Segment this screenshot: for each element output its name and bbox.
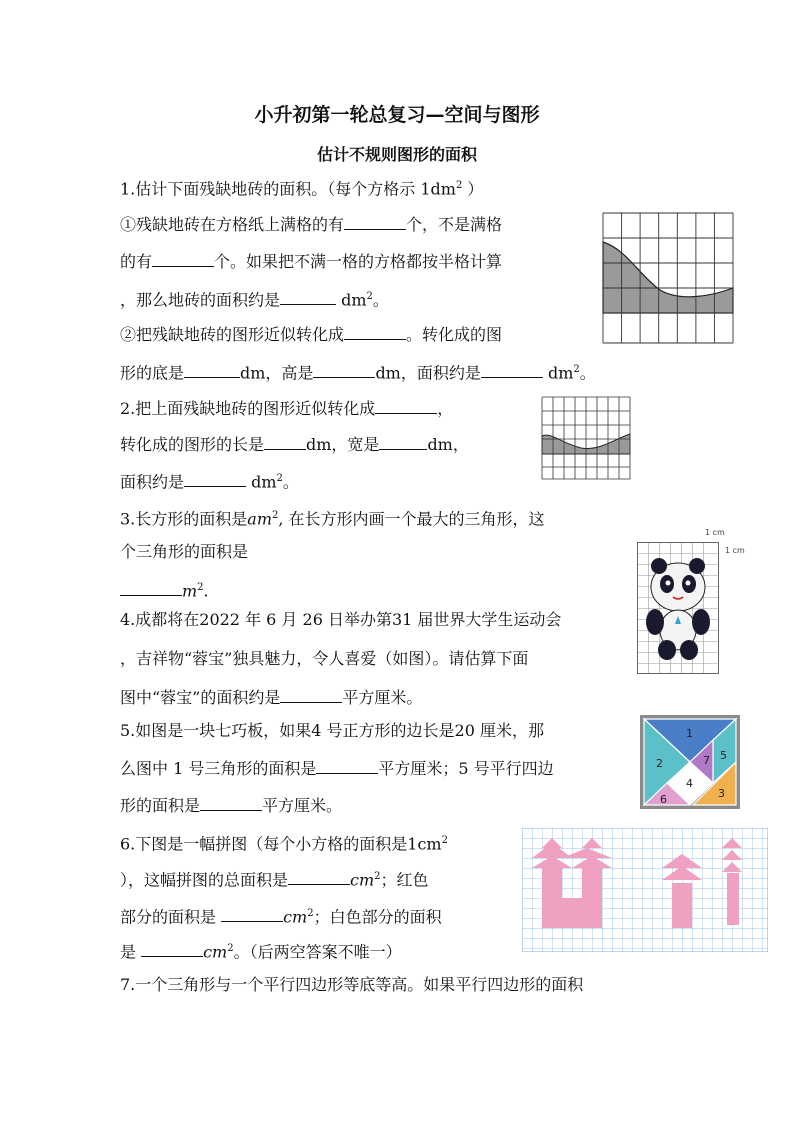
q1-line4: ，那么地砖的面积约是 $dm^2$。: [120, 290, 389, 310]
q4-line1: 4.成都将在2022 年 6 月 26 日举办第31 届世界大学生运动会: [120, 610, 562, 629]
page-title: 小升初第一轮总复习—空间与图形: [254, 104, 540, 126]
q1-line3: 的有 个。如果把不满一格的方格都按半格计算: [120, 252, 503, 271]
answer-blank[interactable]: [316, 757, 378, 774]
q6-line4: 是 $cm^2$。（后两空答案不唯一）: [120, 942, 402, 962]
answer-blank[interactable]: [200, 794, 262, 811]
answer-blank[interactable]: [280, 288, 336, 305]
answer-blank[interactable]: [120, 579, 182, 596]
tangram-label-6: 6: [660, 793, 667, 806]
tangram-label-4: 4: [686, 777, 693, 790]
answer-blank[interactable]: [221, 905, 283, 922]
q6-line1: 6.下图是一幅拼图（每个小方格的面积是$1cm^2$: [120, 834, 448, 854]
q7-line1: 7.一个三角形与一个平行四边形等底等高。如果平行四边形的面积: [120, 975, 584, 994]
broken-tile-figure: [602, 212, 734, 344]
answer-blank[interactable]: [375, 397, 437, 414]
answer-blank[interactable]: [280, 686, 342, 703]
tangram-figure: [640, 715, 740, 809]
page-subtitle: 估计不规则图形的面积: [316, 145, 477, 164]
q4-line2: ，吉祥物“蓉宝”独具魅力，令人喜爱（如图）。请估算下面: [120, 649, 529, 668]
answer-blank[interactable]: [344, 213, 406, 230]
q1-line2: ①残缺地砖在方格纸上满格的有 个，不是满格: [120, 215, 503, 234]
q3-line1: 3.长方形的面积是$am^2$, 在长方形内画一个最大的三角形，这: [120, 509, 545, 529]
tangram-label-3: 3: [718, 787, 725, 800]
q5-line2: 么图中 1 号三角形的面积是 平方厘米；5 号平行四边: [120, 759, 554, 778]
q2-line1: 2.把上面残缺地砖的图形近似转化成 ，: [120, 399, 454, 418]
tangram-label-5: 5: [720, 749, 727, 762]
mascot-figure: [637, 542, 719, 674]
tangram-label-1: 1: [686, 727, 693, 740]
answer-blank[interactable]: [313, 361, 375, 378]
q2-line3: 面积约是 $dm^2$。: [120, 472, 299, 492]
answer-blank[interactable]: [152, 250, 214, 267]
answer-blank[interactable]: [184, 361, 240, 378]
grid-label-top: 1 cm: [705, 528, 725, 537]
q1-line6: 形的底是 dm，高是 dm，面积约是 $dm^2$。: [120, 363, 596, 383]
q6-line3: 部分的面积是 $cm^2$；白色部分的面积: [120, 907, 442, 927]
answer-blank[interactable]: [184, 470, 246, 487]
q4-line3: 图中“蓉宝”的面积约是 平方厘米。: [120, 688, 423, 707]
grid-label-side: 1 cm: [725, 546, 745, 555]
answer-blank[interactable]: [264, 433, 306, 450]
q1-line1: 1.估计下面残缺地砖的面积。（每个方格示 $1dm^2$ ）: [120, 179, 484, 199]
q5-line1: 5.如图是一块七巧板，如果4 号正方形的边长是20 厘米，那: [120, 721, 544, 740]
tangram-label-2: 2: [656, 757, 663, 770]
answer-blank[interactable]: [288, 868, 350, 885]
answer-blank[interactable]: [344, 323, 406, 340]
q6-line2: ），这幅拼图的总面积是 $cm^2$；红色: [120, 870, 429, 890]
q1-line5: ②把残缺地砖的图形近似转化成 。转化成的图: [120, 325, 503, 344]
tangram-label-7: 7: [703, 754, 710, 767]
answer-blank[interactable]: [379, 433, 427, 450]
answer-blank[interactable]: [481, 361, 543, 378]
q3-line3: $m^2$.: [120, 578, 209, 601]
q3-line2: 个三角形的面积是: [120, 542, 249, 561]
q2-line2: 转化成的图形的长是 dm，宽是 dm，: [120, 435, 469, 454]
broken-tile-small-figure: [541, 396, 631, 480]
broken-tile-shape: [603, 242, 733, 313]
answer-blank[interactable]: [141, 940, 203, 957]
jigsaw-figure: [522, 828, 768, 952]
q5-line3: 形的面积是 平方厘米。: [120, 796, 343, 815]
